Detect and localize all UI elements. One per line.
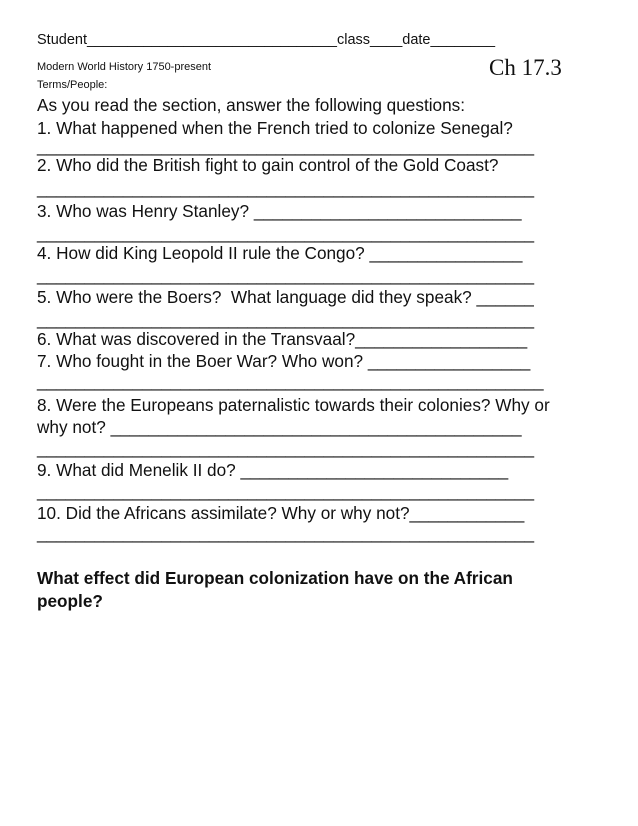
answer-line: ____________________________________________________ — [37, 438, 535, 458]
question-8: 8. Were the Europeans paternalistic towards their colonies? Why or — [37, 395, 550, 415]
final-question: What effect did European colonization have on the African — [37, 568, 513, 588]
student-class-date-line: Student_______________________________class____date________ — [37, 32, 496, 48]
question-5: 5. Who were the Boers? What language did they speak? ______ — [37, 287, 534, 307]
chapter-number: Ch 17.3 — [489, 55, 562, 80]
question-7: 7. Who fought in the Boer War? Who won? _________________ — [37, 351, 531, 371]
question-4: 4. How did King Leopold II rule the Congo? ________________ — [37, 243, 523, 263]
answer-line: ____________________________________________________ — [37, 523, 535, 543]
course-title: Modern World History 1750-present — [37, 61, 212, 73]
answer-line: ____________________________________________________ — [37, 265, 535, 285]
final-question-continued: people? — [37, 591, 103, 611]
terms-people-label: Terms/People: — [37, 79, 108, 91]
question-2: 2. Who did the British fight to gain control of the Gold Coast? — [37, 155, 499, 175]
answer-line: ____________________________________________________ — [37, 481, 535, 501]
answer-line: ____________________________________________________ — [37, 223, 535, 243]
instructions: As you read the section, answer the following questions: — [37, 95, 466, 115]
question-3: 3. Who was Henry Stanley? ____________________________ — [37, 201, 522, 221]
answer-line: ____________________________________________________ — [37, 178, 535, 198]
answer-line: ____________________________________________________ — [37, 309, 535, 329]
answer-line: ____________________________________________________ — [37, 136, 535, 156]
question-6: 6. What was discovered in the Transvaal?__________________ — [37, 329, 528, 349]
question-8-continued: why not? ___________________________________________ — [37, 417, 522, 437]
question-10: 10. Did the Africans assimilate? Why or why not?____________ — [37, 503, 525, 523]
question-1: 1. What happened when the French tried to colonize Senegal? — [37, 118, 513, 138]
question-9: 9. What did Menelik II do? ____________________________ — [37, 460, 509, 480]
answer-line: _____________________________________________________ — [37, 371, 544, 391]
